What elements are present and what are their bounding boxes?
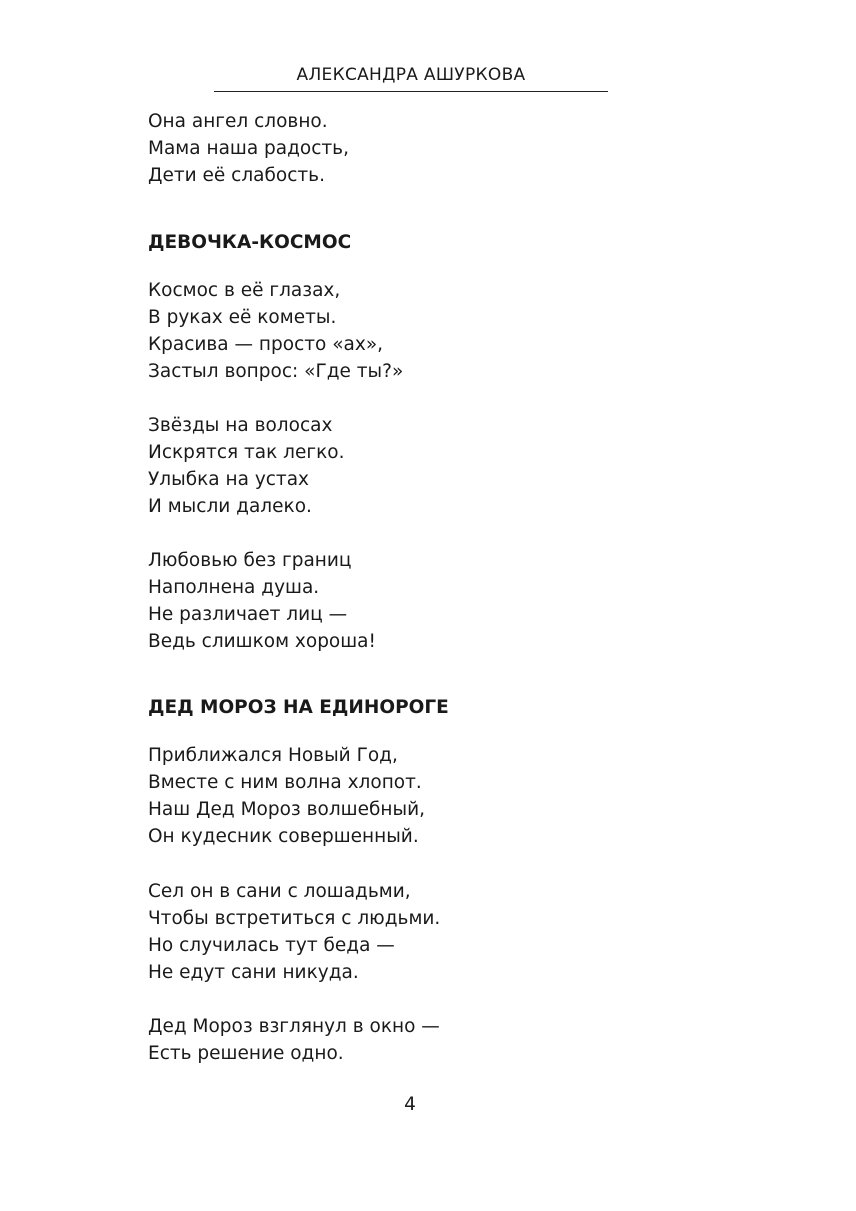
verse-line: Любовью без границ	[148, 550, 352, 571]
verse-line: Он кудесник совершенный.	[148, 826, 419, 847]
verse-line: Улыбка на устах	[148, 469, 309, 490]
verse-line: Но случилась тут беда —	[148, 935, 395, 956]
verse-line: Искрятся так легко.	[148, 442, 345, 463]
verse-line: Звёзды на волосах	[148, 415, 333, 436]
verse-line: Наш Дед Мороз волшебный,	[148, 799, 425, 820]
verse-line: Есть решение одно.	[148, 1043, 344, 1064]
verse-line: Не различает лиц —	[148, 604, 348, 625]
verse-line: И мысли далеко.	[148, 496, 312, 517]
verse-line: Космос в её глазах,	[148, 280, 341, 301]
verse-line: Сел он в сани с лошадьми,	[148, 881, 411, 902]
verse-line: Ведь слишком хороша!	[148, 631, 376, 652]
verse-line: Вместе с ним волна хлопот.	[148, 772, 422, 793]
verse-line: Приближался Новый Год,	[148, 745, 398, 766]
verse-line: Дед Мороз взглянул в окно —	[148, 1016, 440, 1037]
verse-line: Не едут сани никуда.	[148, 962, 359, 983]
page-number: 4	[404, 1094, 416, 1115]
poem-title: ДЕД МОРОЗ НА ЕДИНОРОГЕ	[148, 697, 449, 718]
header-rule	[214, 91, 608, 92]
verse-line: Дети её слабость.	[148, 165, 325, 186]
verse-line: Красива — просто «ах»,	[148, 334, 384, 355]
verse-line: Чтобы встретиться с людьми.	[148, 908, 441, 929]
verse-line: В руках её кометы.	[148, 307, 337, 328]
verse-line: Застыл вопрос: «Где ты?»	[148, 361, 404, 382]
poem-title: ДЕВОЧКА-КОСМОС	[148, 232, 352, 253]
verse-line: Наполнена душа.	[148, 577, 320, 598]
verse-line: Мама наша радость,	[148, 138, 349, 159]
verse-line: Она ангел словно.	[148, 111, 328, 132]
running-title: АЛЕКСАНДРА АШУРКОВА	[296, 65, 526, 85]
